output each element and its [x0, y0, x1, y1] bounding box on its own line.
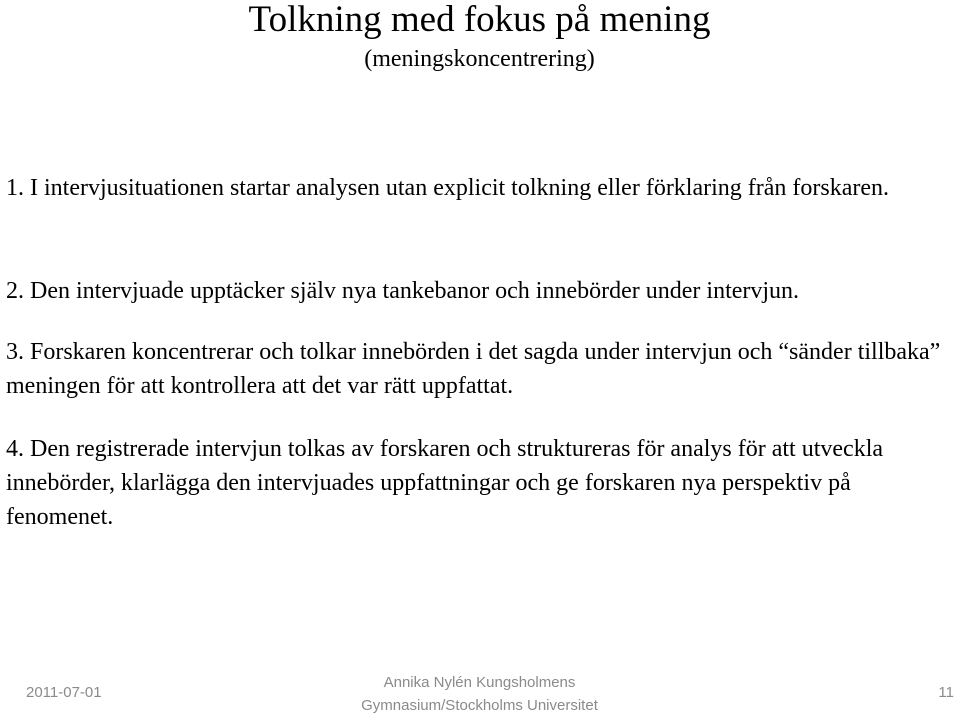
footer-date: 2011-07-01	[26, 684, 102, 701]
slide-title: Tolkning med fokus på mening	[248, 0, 711, 40]
list-item-4: 4. Den registrerade intervjun tolkas av forskaren och struktureras för analys för att utveckla innebörder, klarlägga den intervjuades uppfattningar och ge forskaren nya perspektiv på fenomenet.	[6, 436, 884, 530]
list-item-2: 2. Den intervjuade upptäcker själv nya tankebanor och innebörder under intervjun.	[6, 278, 800, 304]
list-item-1: 1. I intervjusituationen startar analysen utan explicit tolkning eller förklaring från forskaren.	[6, 175, 890, 201]
list-item-3: 3. Forskaren koncentrerar och tolkar innebörden i det sagda under intervjun och “sänder tillbaka” meningen för att kontrollera att det var rätt uppfattat.	[6, 339, 941, 399]
footer-author-line1: Annika Nylén Kungsholmens	[383, 674, 576, 691]
slide-subtitle: (meningskoncentrering)	[364, 46, 595, 72]
footer-author-line2: Gymnasium/Stockholms Universitet	[361, 697, 598, 714]
footer-author	[0, 671, 959, 717]
page-number: 11	[938, 684, 954, 701]
